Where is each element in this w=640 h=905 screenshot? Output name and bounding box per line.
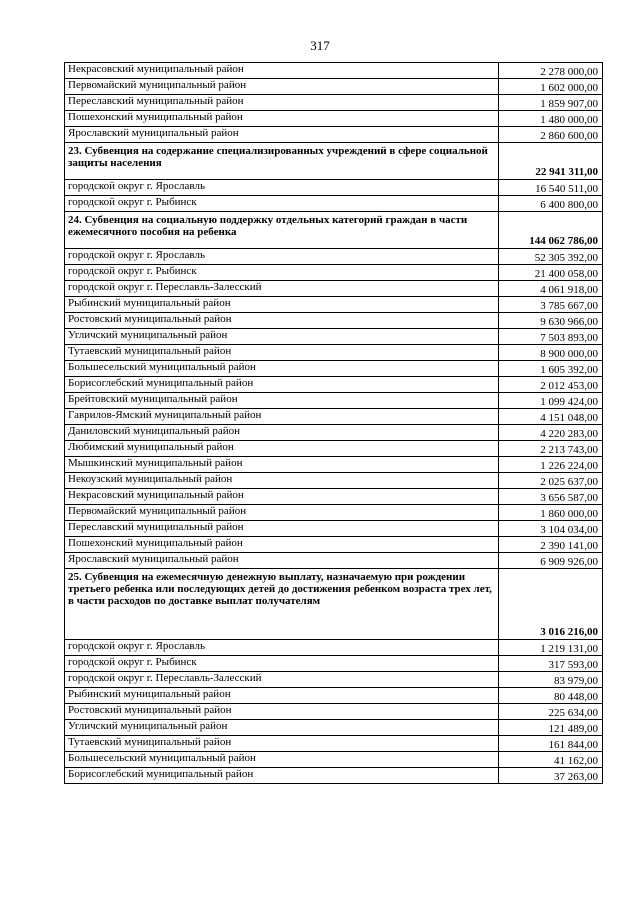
amount-cell: 1 226 224,00	[499, 457, 603, 473]
recipient-name: городской округ г. Ярославль	[65, 249, 499, 265]
amount-cell: 4 220 283,00	[499, 425, 603, 441]
table-row	[65, 297, 603, 313]
amount-cell: 1 480 000,00	[499, 111, 603, 127]
recipient-name: Первомайский муниципальный район	[65, 79, 499, 95]
amount-cell: 16 540 511,00	[499, 180, 603, 196]
table-row	[65, 281, 603, 297]
table-row	[65, 79, 603, 95]
amount-cell: 2 025 637,00	[499, 473, 603, 489]
amount-cell: 225 634,00	[499, 704, 603, 720]
table-row	[65, 553, 603, 569]
amount-cell: 3 785 667,00	[499, 297, 603, 313]
recipient-name: Ростовский муниципальный район	[65, 313, 499, 329]
amount-cell: 9 630 966,00	[499, 313, 603, 329]
table-row	[65, 441, 603, 457]
table-row	[65, 537, 603, 553]
recipient-name: Рыбинский муниципальный район	[65, 688, 499, 704]
table-row	[65, 63, 603, 79]
recipient-name: Ростовский муниципальный район	[65, 704, 499, 720]
table-row	[65, 111, 603, 127]
table-row	[65, 329, 603, 345]
table-row	[65, 361, 603, 377]
recipient-name: Большесельский муниципальный район	[65, 361, 499, 377]
budget-table	[64, 62, 603, 784]
section-row	[65, 569, 603, 640]
amount-cell: 2 012 453,00	[499, 377, 603, 393]
budget-table-body	[65, 63, 603, 784]
recipient-name: городской округ г. Переславль-Залесский	[65, 281, 499, 297]
recipient-name: Ярославский муниципальный район	[65, 127, 499, 143]
recipient-name: Угличский муниципальный район	[65, 720, 499, 736]
recipient-name: Даниловский муниципальный район	[65, 425, 499, 441]
recipient-name: городской округ г. Ярославль	[65, 640, 499, 656]
recipient-name: городской округ г. Рыбинск	[65, 265, 499, 281]
section-total: 144 062 786,00	[499, 212, 603, 249]
table-row	[65, 425, 603, 441]
amount-cell: 1 860 000,00	[499, 505, 603, 521]
amount-cell: 2 278 000,00	[499, 63, 603, 79]
table-row	[65, 489, 603, 505]
recipient-name: Любимский муниципальный район	[65, 441, 499, 457]
amount-cell: 6 400 800,00	[499, 196, 603, 212]
amount-cell: 7 503 893,00	[499, 329, 603, 345]
amount-cell: 161 844,00	[499, 736, 603, 752]
recipient-name: городской округ г. Переславль-Залесский	[65, 672, 499, 688]
table-row	[65, 265, 603, 281]
section-row	[65, 212, 603, 249]
amount-cell: 1 099 424,00	[499, 393, 603, 409]
section-title: 23. Субвенция на содержание специализированных учреждений в сфере социальной защиты населения	[65, 143, 499, 180]
recipient-name: Переславский муниципальный район	[65, 521, 499, 537]
table-row	[65, 672, 603, 688]
amount-cell: 1 605 392,00	[499, 361, 603, 377]
table-row	[65, 768, 603, 784]
table-row	[65, 95, 603, 111]
table-row	[65, 127, 603, 143]
amount-cell: 41 162,00	[499, 752, 603, 768]
recipient-name: Мышкинский муниципальный район	[65, 457, 499, 473]
amount-cell: 52 305 392,00	[499, 249, 603, 265]
recipient-name: городской округ г. Рыбинск	[65, 196, 499, 212]
recipient-name: Тутаевский муниципальный район	[65, 736, 499, 752]
table-row	[65, 393, 603, 409]
recipient-name: Рыбинский муниципальный район	[65, 297, 499, 313]
recipient-name: Гаврилов-Ямский муниципальный район	[65, 409, 499, 425]
recipient-name: Переславский муниципальный район	[65, 95, 499, 111]
table-row	[65, 752, 603, 768]
table-row	[65, 736, 603, 752]
amount-cell: 3 656 587,00	[499, 489, 603, 505]
table-row	[65, 505, 603, 521]
table-row	[65, 377, 603, 393]
recipient-name: Некрасовский муниципальный район	[65, 63, 499, 79]
table-row	[65, 521, 603, 537]
amount-cell: 1 602 000,00	[499, 79, 603, 95]
recipient-name: Борисоглебский муниципальный район	[65, 377, 499, 393]
section-total: 22 941 311,00	[499, 143, 603, 180]
amount-cell: 37 263,00	[499, 768, 603, 784]
recipient-name: Угличский муниципальный район	[65, 329, 499, 345]
page-number: 317	[310, 38, 330, 53]
recipient-name: Некоузский муниципальный район	[65, 473, 499, 489]
recipient-name: Большесельский муниципальный район	[65, 752, 499, 768]
recipient-name: Некрасовский муниципальный район	[65, 489, 499, 505]
table-row	[65, 704, 603, 720]
recipient-name: Брейтовский муниципальный район	[65, 393, 499, 409]
recipient-name: Первомайский муниципальный район	[65, 505, 499, 521]
amount-cell: 4 061 918,00	[499, 281, 603, 297]
table-row	[65, 409, 603, 425]
table-row	[65, 457, 603, 473]
amount-cell: 121 489,00	[499, 720, 603, 736]
table-row	[65, 656, 603, 672]
amount-cell: 3 104 034,00	[499, 521, 603, 537]
table-row	[65, 345, 603, 361]
table-row	[65, 249, 603, 265]
table-row	[65, 313, 603, 329]
table-row	[65, 473, 603, 489]
table-row	[65, 688, 603, 704]
table-row	[65, 640, 603, 656]
section-total: 3 016 216,00	[499, 569, 603, 640]
amount-cell: 4 151 048,00	[499, 409, 603, 425]
recipient-name: городской округ г. Ярославль	[65, 180, 499, 196]
amount-cell: 2 213 743,00	[499, 441, 603, 457]
amount-cell: 1 859 907,00	[499, 95, 603, 111]
recipient-name: Борисоглебский муниципальный район	[65, 768, 499, 784]
recipient-name: Тутаевский муниципальный район	[65, 345, 499, 361]
amount-cell: 21 400 058,00	[499, 265, 603, 281]
amount-cell: 2 860 600,00	[499, 127, 603, 143]
table-row	[65, 180, 603, 196]
table-row	[65, 196, 603, 212]
recipient-name: городской округ г. Рыбинск	[65, 656, 499, 672]
amount-cell: 80 448,00	[499, 688, 603, 704]
amount-cell: 6 909 926,00	[499, 553, 603, 569]
recipient-name: Пошехонский муниципальный район	[65, 111, 499, 127]
amount-cell: 317 593,00	[499, 656, 603, 672]
table-row	[65, 720, 603, 736]
amount-cell: 1 219 131,00	[499, 640, 603, 656]
amount-cell: 2 390 141,00	[499, 537, 603, 553]
amount-cell: 83 979,00	[499, 672, 603, 688]
section-title: 25. Субвенция на ежемесячную денежную выплату, назначаемую при рождении третьего ребенка или последующих детей до достижения ребенком возраста трех лет, в части расходов по доставке выплат получателям	[65, 569, 499, 640]
recipient-name: Пошехонский муниципальный район	[65, 537, 499, 553]
section-row	[65, 143, 603, 180]
amount-cell: 8 900 000,00	[499, 345, 603, 361]
section-title: 24. Субвенция на социальную поддержку отдельных категорий граждан в части ежемесячного пособия на ребенка	[65, 212, 499, 249]
recipient-name: Ярославский муниципальный район	[65, 553, 499, 569]
